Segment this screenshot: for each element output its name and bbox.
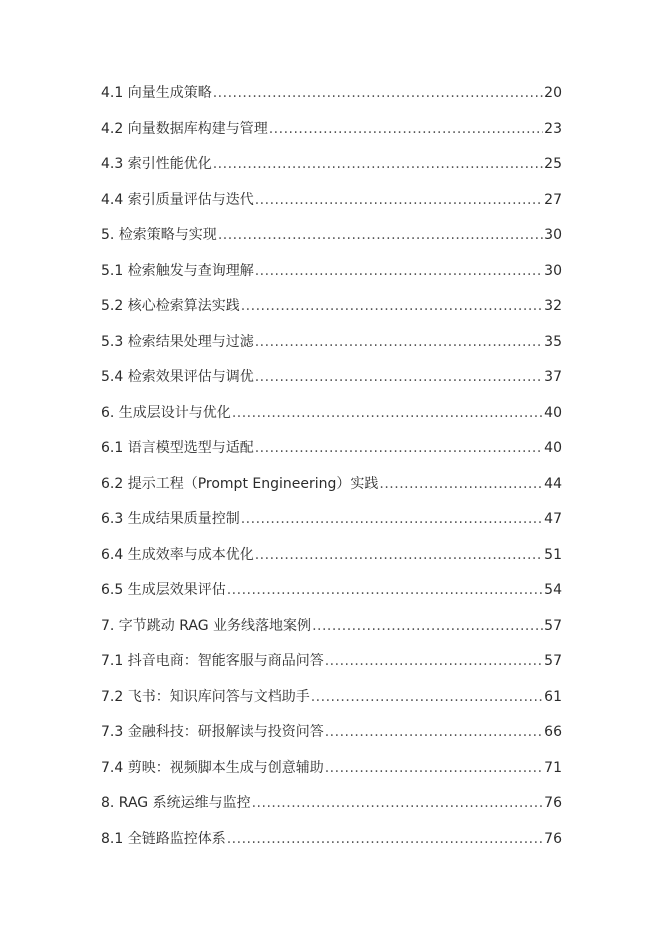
toc-entry-page: 66 <box>544 724 562 740</box>
toc-entry-page: 47 <box>544 511 562 527</box>
toc-entry-title: 8. RAG 系统运维与监控 <box>101 795 251 811</box>
toc-entry-page: 44 <box>544 475 562 492</box>
dot-leader <box>325 758 543 778</box>
toc-entry-4-1[interactable] <box>101 83 562 119</box>
toc-entry-title: 5.1 检索触发与查询理解 <box>101 262 254 279</box>
toc-entry-page: 40 <box>544 440 562 456</box>
toc-entry-title: 5.4 检索效果评估与调优 <box>101 369 254 385</box>
toc-entry-page: 57 <box>544 617 562 634</box>
toc-entry-title: 8.1 全链路监控体系 <box>101 830 226 847</box>
toc-entry-page: 40 <box>544 404 562 421</box>
dot-leader <box>227 580 543 600</box>
toc-entry-7-1[interactable] <box>101 651 562 687</box>
toc-entry-page: 71 <box>544 759 562 776</box>
toc-entry-8-1[interactable] <box>101 829 562 865</box>
table-of-contents <box>101 83 562 864</box>
toc-entry-6-3[interactable] <box>101 509 562 545</box>
toc-entry-page: 57 <box>544 653 562 669</box>
dot-leader <box>218 225 543 245</box>
toc-entry-title: 7. 字节跳动 RAG 业务线落地案例 <box>101 617 312 634</box>
toc-entry-title: 4.2 向量数据库构建与管理 <box>101 120 268 137</box>
toc-entry-page: 27 <box>544 191 562 208</box>
dot-leader <box>325 722 543 742</box>
toc-entry-title: 6.1 语言模型选型与适配 <box>101 440 254 456</box>
dot-leader <box>227 829 543 849</box>
dot-leader <box>255 261 543 281</box>
toc-entry-6-1[interactable] <box>101 438 562 474</box>
dot-leader <box>255 190 543 210</box>
toc-entry-page: 37 <box>544 369 562 385</box>
dot-leader <box>312 616 543 636</box>
toc-entry-page: 32 <box>544 298 562 314</box>
dot-leader <box>252 793 544 813</box>
toc-entry-page: 30 <box>544 227 562 243</box>
toc-entry-5-3[interactable] <box>101 332 562 368</box>
toc-entry-page: 76 <box>544 795 562 811</box>
toc-entry-title: 4.1 向量生成策略 <box>101 85 212 101</box>
toc-entry-title: 5.2 核心检索算法实践 <box>101 298 240 314</box>
toc-entry-4-2[interactable] <box>101 119 562 155</box>
dot-leader <box>255 367 543 387</box>
toc-entry-5-2[interactable] <box>101 296 562 332</box>
toc-entry-7[interactable] <box>101 616 562 652</box>
toc-entry-title: 6.5 生成层效果评估 <box>101 582 226 598</box>
dot-leader <box>213 83 543 103</box>
toc-entry-page: 51 <box>544 546 562 563</box>
toc-entry-title: 7.4 剪映：视频脚本生成与创意辅助 <box>101 759 324 776</box>
toc-entry-7-4[interactable] <box>101 758 562 794</box>
dot-leader <box>241 296 543 316</box>
dot-leader <box>241 509 543 529</box>
dot-leader <box>255 545 543 565</box>
toc-entry-title: 6. 生成层设计与优化 <box>101 404 231 421</box>
toc-entry-title: 7.1 抖音电商：智能客服与商品问答 <box>101 653 324 669</box>
toc-entry-6[interactable] <box>101 403 562 439</box>
dot-leader <box>325 651 543 671</box>
toc-entry-page: 23 <box>544 120 562 137</box>
toc-entry-5-1[interactable] <box>101 261 562 297</box>
dot-leader <box>255 438 543 458</box>
toc-entry-page: 35 <box>544 333 562 350</box>
toc-entry-title: 7.2 飞书：知识库问答与文档助手 <box>101 688 310 705</box>
toc-entry-title: 4.3 索引性能优化 <box>101 156 212 172</box>
toc-entry-7-2[interactable] <box>101 687 562 723</box>
toc-entry-4-4[interactable] <box>101 190 562 226</box>
dot-leader <box>311 687 543 707</box>
toc-entry-6-4[interactable] <box>101 545 562 581</box>
toc-entry-5-4[interactable] <box>101 367 562 403</box>
toc-entry-title: 6.2 提示工程（Prompt Engineering）实践 <box>101 475 379 492</box>
dot-leader <box>269 119 543 139</box>
toc-entry-page: 61 <box>544 688 562 705</box>
toc-entry-7-3[interactable] <box>101 722 562 758</box>
toc-entry-title: 6.3 生成结果质量控制 <box>101 511 240 527</box>
dot-leader <box>213 154 543 174</box>
toc-entry-page: 54 <box>544 582 562 598</box>
dot-leader <box>379 474 543 494</box>
toc-entry-title: 4.4 索引质量评估与迭代 <box>101 191 254 208</box>
toc-entry-6-5[interactable] <box>101 580 562 616</box>
toc-entry-page: 20 <box>544 85 562 101</box>
toc-entry-5[interactable] <box>101 225 562 261</box>
toc-entry-6-2[interactable] <box>101 474 562 510</box>
toc-entry-8[interactable] <box>101 793 562 829</box>
toc-entry-title: 5. 检索策略与实现 <box>101 227 217 243</box>
dot-leader <box>255 332 543 352</box>
toc-entry-title: 7.3 金融科技：研报解读与投资问答 <box>101 724 324 740</box>
toc-entry-page: 30 <box>544 262 562 279</box>
toc-entry-title: 5.3 检索结果处理与过滤 <box>101 333 254 350</box>
toc-entry-page: 76 <box>544 830 562 847</box>
toc-entry-title: 6.4 生成效率与成本优化 <box>101 546 254 563</box>
dot-leader <box>232 403 543 423</box>
toc-entry-4-3[interactable] <box>101 154 562 190</box>
toc-entry-page: 25 <box>544 156 562 172</box>
